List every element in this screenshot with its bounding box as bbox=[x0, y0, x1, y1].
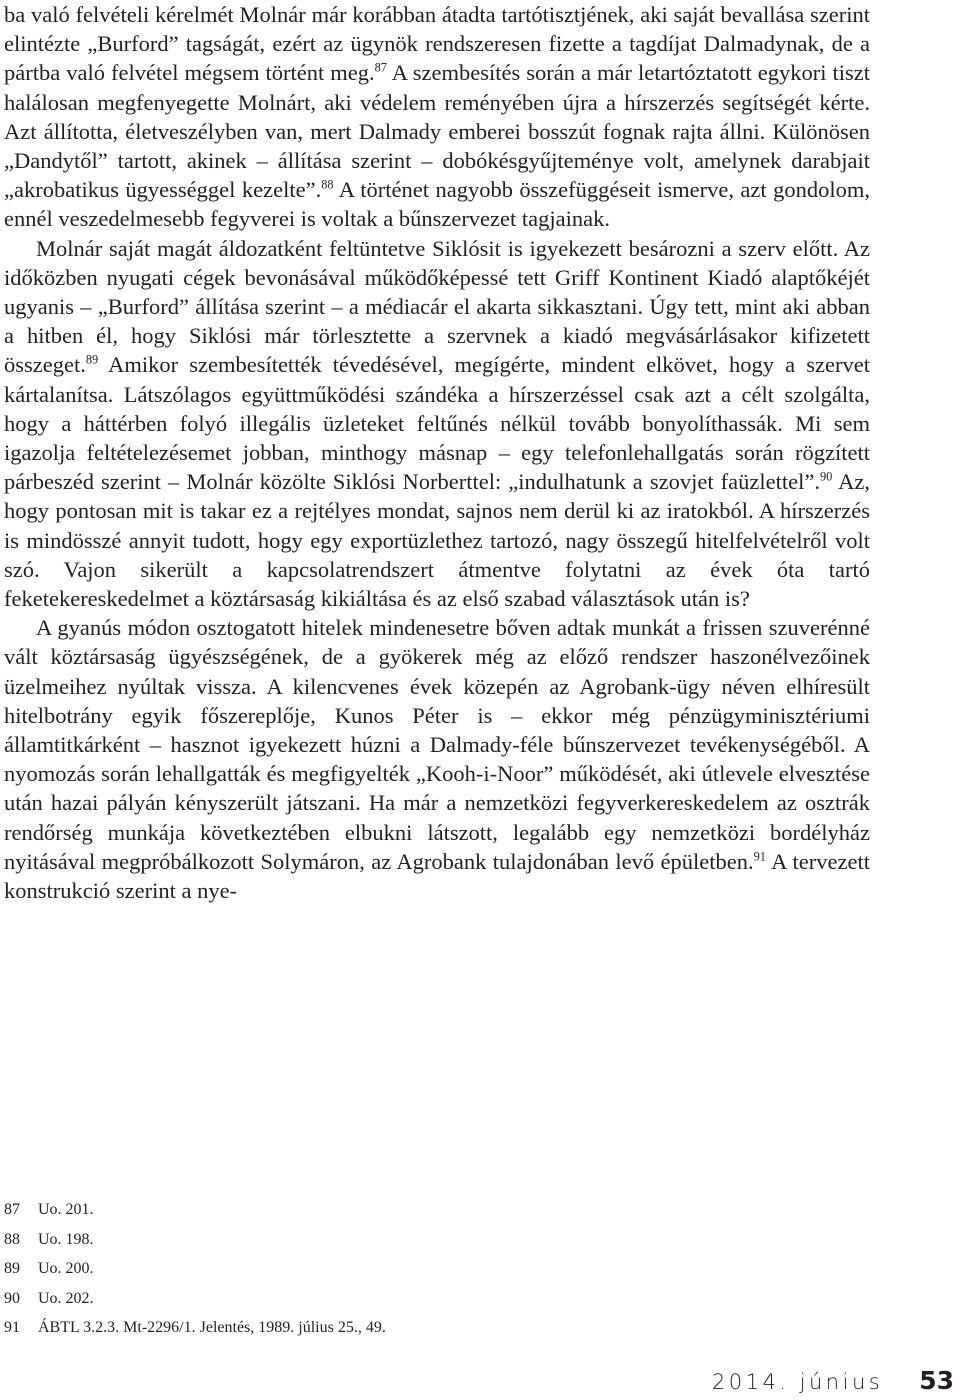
text-run: A gyanús módon osztogatott hitelek mindenesetre bőven adtak munkát a frissen szuverénné vált köztársaság ügyészségének, de a gyökerek még az előző rendszer haszonélvezőinek üzelmeihez nyúltak vissza. A kilencvenes évek közepén az Agrobank-ügy néven elhíresült hitelbotrány egyik főszereplője, Kunos Péter is – ekkor még pénzügyminisztériumi államtitkárként – hasznot igyekezett húzni a Dalmady-féle bűnszervezet tevékenységéből. A nyomozás során lehallgatták és megfigyelték „Kooh-i-Noor” működését, aki útlevele elvesztése után hazai pályán kényszerült játszani. Ha már a nemzetközi fegyverkereskedelem az osztrák rendőrség munkája következtében elbukni látszott, legalább egy nemzetközi bordélyház nyitásával megpróbálkozott Solymáron, az Agrobank tulajdonában levő épületben. bbox=[4, 615, 870, 874]
footnote-text: Uo. 198. bbox=[38, 1230, 94, 1248]
footnote-ref-90[interactable]: 90 bbox=[819, 469, 833, 484]
footnote-90 bbox=[4, 1284, 870, 1314]
paragraph-1 bbox=[4, 0, 870, 234]
paragraph-3 bbox=[4, 613, 870, 905]
text-run: A szembesítés során a már letartóztatott egykori tiszt halálosan megfenyegette Molnárt, aki védelem reményében újra a hírszerzés segítségét kérte. Azt állította, életveszélyben van, mert Dalmady emberei bosszút fognak rajta állni. Különösen „Dandytől” tartott, akinek – állítása szerint – dobókésgyűjteménye volt, amelynek darabjait „akrobatikus ügyességgel kezelte”. bbox=[4, 60, 870, 203]
text-run: Amikor szembesítették tévedésével, megígérte, mindent elkövet, hogy a szervet kártalanítsa. Látszólagos együttműködési szándéka a hírszerzéssel csak azt a célt szolgálta, hogy a háttérben folyó illegális üzleteket feltűnés nélkül tovább bonyolíthassák. Mi sem igazolja feltételezésemet jobban, minthogy másnap – egy telefonlehallgatás során rögzített párbeszéd szerint – Molnár közölte Siklósi Norberttel: „indulhatunk a szovjet faüzlettel”. bbox=[4, 352, 870, 495]
main-text bbox=[4, 0, 870, 905]
footnote-text: ÁBTL 3.2.3. Mt-2296/1. Jelentés, 1989. július 25., 49. bbox=[38, 1319, 386, 1336]
footnote-number: 87 bbox=[4, 1201, 20, 1218]
footnote-number: 88 bbox=[4, 1230, 20, 1248]
footnote-87 bbox=[4, 1195, 870, 1225]
footnote-88 bbox=[4, 1225, 870, 1255]
footnote-number: 90 bbox=[4, 1289, 20, 1307]
footnote-91 bbox=[4, 1313, 870, 1343]
text-run: Molnár saját magát áldozatként feltüntetve Siklósit is igyekezett besározni a szerv előtt. Az időközben nyugati cégek bevonásával működőképessé tett Griff Kontinent Kiadó alaptőkéjét ugyanis – „Burford” állítása szerint – a médiacár el akarta sikkasztani. Úgy tett, mint aki abban a hitben él, hogy Siklósi már törlesztette a szervnek a kiadó megvásárlásakor kifizetett összeget. bbox=[4, 235, 870, 378]
page-number: 53 bbox=[919, 1366, 954, 1395]
footnote-text: Uo. 200. bbox=[38, 1260, 94, 1277]
footnote-number: 89 bbox=[4, 1260, 20, 1277]
text-run: ba való felvételi kérelmét Molnár már korábban átadta tartótisztjének, aki saját bevallása szerint elintézte „Burford” tagságát, ezért az ügynök rendszeresen fizette a tagdíjat Dalmadynak, de a pártba való felvétel mégsem történt meg. bbox=[4, 2, 870, 86]
footnotes bbox=[4, 1195, 870, 1343]
footnote-ref-89[interactable]: 89 bbox=[85, 352, 99, 367]
issue-date: 2014. június bbox=[711, 1370, 884, 1394]
footnote-89 bbox=[4, 1254, 870, 1284]
footnote-text: Uo. 201. bbox=[38, 1201, 94, 1218]
footnote-ref-87[interactable]: 87 bbox=[374, 60, 387, 75]
text-run: Az, hogy pontosan mit is takar ez a rejtélyes mondat, sajnos nem derül ki az iratokból. A hírszerzés is mindösszé annyit tudott, hogy egy exportüzlethez tartozó, nagy összegű hitelfelvételről volt szó. Vajon sikerült a kapcsolatrendszert átmentve folytatni az évek óta tartó feketekereskedelmet a köztársaság kikiáltása és az első szabad választások után is? bbox=[4, 469, 870, 612]
footnote-ref-91[interactable]: 91 bbox=[753, 849, 766, 864]
footnote-ref-88[interactable]: 88 bbox=[321, 177, 334, 192]
footnote-number: 91 bbox=[4, 1319, 20, 1336]
page-footer bbox=[712, 1366, 954, 1400]
text-run: A történet nagyobb összefüggéseit ismerve, azt gondolom, ennél veszedelmesebb fegyverei is voltak a bűnszervezet tagjainak. bbox=[4, 177, 871, 232]
footnote-text: Uo. 202. bbox=[38, 1289, 94, 1307]
text-run: A tervezett konstrukció szerint a nye- bbox=[4, 848, 870, 904]
paragraph-2 bbox=[4, 234, 870, 614]
